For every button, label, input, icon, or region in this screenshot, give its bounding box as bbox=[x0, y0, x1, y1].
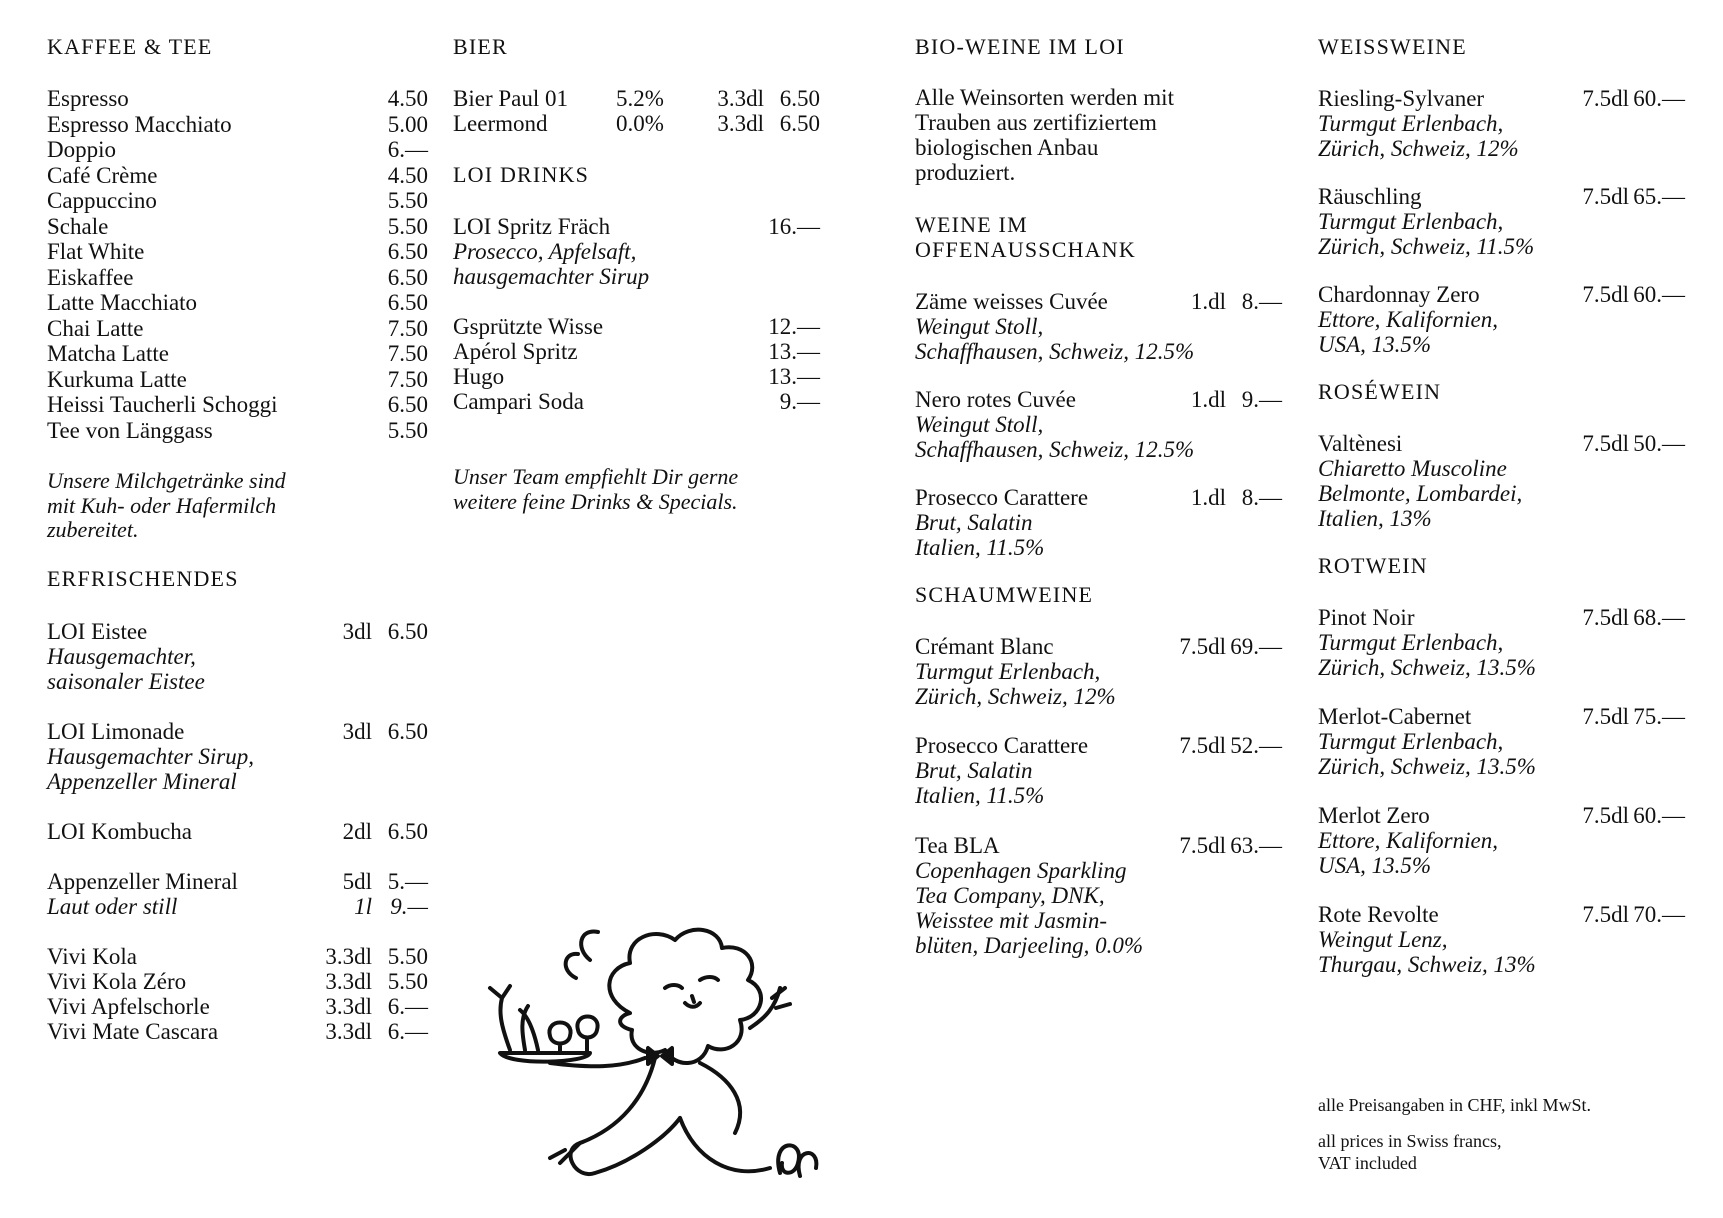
item-abv: 0.0% bbox=[616, 111, 664, 136]
item-size: 3.3dl bbox=[717, 86, 764, 111]
item-name: Weingut Stoll, bbox=[915, 412, 1044, 437]
footer-price-note bbox=[1318, 1094, 1591, 1116]
item-price: 6.50 bbox=[387, 264, 428, 290]
item-name: Kurkuma Latte bbox=[47, 366, 187, 392]
item-name: Cappuccino bbox=[47, 188, 157, 213]
item-price: 70.— bbox=[1633, 902, 1685, 927]
item-name: hausgemachter Sirup bbox=[453, 264, 650, 289]
wine-item bbox=[915, 387, 1282, 412]
wine-item bbox=[915, 758, 1282, 783]
menu-item bbox=[47, 112, 428, 137]
wine-item bbox=[1318, 605, 1685, 630]
menu-item bbox=[47, 290, 428, 315]
item-price: 6.50 bbox=[387, 819, 428, 844]
item-name: Leermond bbox=[453, 111, 548, 136]
item-price: 12.— bbox=[768, 314, 820, 339]
menu-item bbox=[47, 214, 428, 239]
wine-item bbox=[1318, 952, 1685, 977]
item-size: 3.3dl bbox=[325, 994, 372, 1019]
wine-item bbox=[1318, 902, 1685, 927]
item-name: Appenzeller Mineral bbox=[47, 869, 238, 894]
wine-item bbox=[915, 659, 1282, 684]
item-price: 5.50 bbox=[387, 213, 428, 239]
item-name: Bier Paul 01 bbox=[453, 86, 568, 111]
item-price: 52.— bbox=[1230, 733, 1282, 758]
item-price: 5.50 bbox=[387, 944, 428, 969]
item-name: Zürich, Schweiz, 12% bbox=[1318, 136, 1519, 161]
item-name: Laut oder still bbox=[47, 894, 178, 919]
item-name: blüten, Darjeeling, 0.0% bbox=[915, 933, 1144, 958]
section-title-offen-line2: OFFENAUSSCHANK bbox=[915, 237, 1136, 262]
item-size: 7.5dl bbox=[1582, 86, 1629, 111]
menu-item bbox=[47, 163, 428, 188]
item-name: Campari Soda bbox=[453, 389, 584, 414]
item-price: 16.— bbox=[768, 214, 820, 239]
item-name: Copenhagen Sparkling bbox=[915, 858, 1127, 883]
menu-item bbox=[453, 389, 820, 414]
item-price: 6.— bbox=[387, 994, 428, 1019]
wine-item bbox=[915, 289, 1282, 314]
item-price: 63.— bbox=[1230, 833, 1282, 858]
item-name: LOI Spritz Fräch bbox=[453, 214, 611, 239]
item-name: Zürich, Schweiz, 12% bbox=[915, 684, 1116, 709]
item-price: 6.50 bbox=[387, 239, 428, 264]
section-title-rotwein: ROTWEIN bbox=[1318, 553, 1428, 578]
item-name: Doppio bbox=[47, 137, 116, 162]
menu-item bbox=[47, 265, 428, 290]
wine-item bbox=[1318, 136, 1685, 161]
item-size: 7.5dl bbox=[1582, 704, 1629, 729]
item-name: Hausgemachter Sirup, bbox=[47, 744, 254, 769]
item-name: Thurgau, Schweiz, 13% bbox=[1318, 952, 1536, 977]
item-name: Gsprützte Wisse bbox=[453, 314, 604, 339]
item-name: Weisstee mit Jasmin- bbox=[915, 908, 1108, 933]
menu-item bbox=[47, 188, 428, 213]
item-name: Weingut Stoll, bbox=[915, 314, 1044, 339]
menu-item bbox=[47, 869, 428, 894]
item-price: 5.50 bbox=[387, 969, 428, 994]
item-price: 13.— bbox=[768, 364, 820, 389]
wine-item bbox=[915, 733, 1282, 758]
wine-item bbox=[1318, 431, 1685, 456]
section-title-bio-weine: BIO-WEINE IM LOI bbox=[915, 34, 1125, 59]
item-price: 50.— bbox=[1633, 431, 1685, 456]
item-name: Chai Latte bbox=[47, 315, 144, 341]
wine-item bbox=[915, 933, 1282, 958]
menu-item bbox=[47, 1019, 428, 1044]
wine-item bbox=[915, 510, 1282, 535]
item-name: Turmgut Erlenbach, bbox=[1318, 111, 1504, 136]
item-name: Turmgut Erlenbach, bbox=[1318, 630, 1504, 655]
footer-line-en: all prices in Swiss francs, bbox=[1318, 1131, 1502, 1151]
item-price: 5.— bbox=[387, 869, 428, 894]
item-size: 7.5dl bbox=[1582, 902, 1629, 927]
item-name: Italien, 11.5% bbox=[915, 535, 1045, 560]
wine-item bbox=[1318, 927, 1685, 952]
menu-item bbox=[47, 894, 428, 919]
item-size: 7.5dl bbox=[1582, 184, 1629, 209]
item-name: LOI Limonade bbox=[47, 719, 185, 744]
section-title-loi-drinks: LOI DRINKS bbox=[453, 162, 590, 187]
item-name: Eiskaffee bbox=[47, 264, 134, 290]
menu-item bbox=[47, 644, 428, 669]
item-name: saisonaler Eistee bbox=[47, 669, 205, 694]
item-name: Pinot Noir bbox=[1318, 605, 1415, 630]
wine-item bbox=[915, 412, 1282, 437]
item-name: Schale bbox=[47, 213, 109, 239]
item-size: 1.dl bbox=[1190, 387, 1226, 412]
wine-item bbox=[1318, 209, 1685, 234]
menu-item bbox=[47, 392, 428, 417]
item-size: 1l bbox=[354, 894, 372, 919]
item-size: 7.5dl bbox=[1582, 282, 1629, 307]
section-title-kaffee-tee: KAFFEE & TEE bbox=[47, 34, 213, 59]
item-name: Ettore, Kalifornien, bbox=[1318, 828, 1498, 853]
item-price: 60.— bbox=[1633, 803, 1685, 828]
item-name: LOI Eistee bbox=[47, 619, 148, 644]
wine-item bbox=[915, 833, 1282, 858]
item-price: 65.— bbox=[1633, 184, 1685, 209]
item-name: Espresso bbox=[47, 86, 129, 111]
item-price: 6.50 bbox=[387, 719, 428, 744]
item-price: 9.— bbox=[779, 389, 820, 414]
item-name: Italien, 13% bbox=[1318, 506, 1432, 531]
item-name: Latte Macchiato bbox=[47, 290, 198, 315]
wine-item bbox=[1318, 630, 1685, 655]
wine-item bbox=[1318, 481, 1685, 506]
item-size: 7.5dl bbox=[1582, 605, 1629, 630]
wine-item bbox=[915, 437, 1282, 462]
wine-item bbox=[915, 858, 1282, 883]
item-price: 9.— bbox=[390, 894, 428, 919]
waiter-lion-mascot-icon bbox=[480, 918, 820, 1198]
section-title-erfrischendes: ERFRISCHENDES bbox=[47, 566, 239, 591]
item-name: Vivi Mate Cascara bbox=[47, 1019, 219, 1044]
item-name: Brut, Salatin bbox=[915, 758, 1033, 783]
item-name: Rote Revolte bbox=[1318, 902, 1439, 927]
wine-item bbox=[915, 783, 1282, 808]
item-name: Zürich, Schweiz, 13.5% bbox=[1318, 655, 1536, 680]
wine-item bbox=[1318, 332, 1685, 357]
footer-line-de: alle Preisangaben in CHF, inkl MwSt. bbox=[1318, 1095, 1592, 1115]
item-price: 5.50 bbox=[387, 417, 428, 443]
item-size: 7.5dl bbox=[1179, 733, 1226, 758]
item-price: 60.— bbox=[1633, 282, 1685, 307]
milk-note-line: Unsere Milchgetränke sind bbox=[47, 468, 286, 493]
footer-price-note-en bbox=[1318, 1130, 1501, 1174]
item-name: Café Crème bbox=[47, 162, 158, 188]
menu-item bbox=[453, 314, 820, 339]
wine-item bbox=[1318, 506, 1685, 531]
item-name: Brut, Salatin bbox=[915, 510, 1033, 535]
item-name: Hugo bbox=[453, 364, 505, 389]
item-name: Vivi Kola Zéro bbox=[47, 969, 187, 994]
item-name: Turmgut Erlenbach, bbox=[915, 659, 1101, 684]
item-size: 3dl bbox=[342, 719, 372, 744]
item-name: Riesling-Sylvaner bbox=[1318, 86, 1485, 111]
item-name: Italien, 11.5% bbox=[915, 783, 1045, 808]
bio-text bbox=[915, 85, 1174, 185]
item-name: Heissi Taucherli Schoggi bbox=[47, 392, 278, 417]
menu-item bbox=[47, 619, 428, 644]
item-price: 4.50 bbox=[387, 86, 428, 111]
item-price: 4.50 bbox=[387, 162, 428, 188]
wine-item bbox=[1318, 184, 1685, 209]
menu-item bbox=[47, 669, 428, 694]
bio-text-line: produziert. bbox=[915, 160, 1016, 185]
menu-item bbox=[47, 239, 428, 264]
item-size: 7.5dl bbox=[1582, 431, 1629, 456]
menu-item bbox=[47, 367, 428, 392]
team-note-line: Unser Team empfiehlt Dir gerne bbox=[453, 464, 739, 489]
item-price: 75.— bbox=[1633, 704, 1685, 729]
item-name: Chiaretto Muscoline bbox=[1318, 456, 1507, 481]
item-name: Schaffhausen, Schweiz, 12.5% bbox=[915, 437, 1195, 462]
item-size: 3.3dl bbox=[717, 111, 764, 136]
menu-item bbox=[47, 316, 428, 341]
menu-item bbox=[453, 339, 820, 364]
wine-item bbox=[1318, 86, 1685, 111]
item-name: Espresso Macchiato bbox=[47, 111, 232, 137]
item-size: 1.dl bbox=[1190, 485, 1226, 510]
section-title-weissweine: WEISSWEINE bbox=[1318, 34, 1467, 59]
item-price: 5.50 bbox=[387, 188, 428, 213]
menu-item bbox=[453, 364, 820, 389]
menu-item bbox=[453, 264, 820, 289]
item-name: Zäme weisses Cuvée bbox=[915, 289, 1108, 314]
item-price: 6.50 bbox=[779, 86, 820, 111]
item-name: Turmgut Erlenbach, bbox=[1318, 729, 1504, 754]
wine-item bbox=[1318, 111, 1685, 136]
item-name: Schaffhausen, Schweiz, 12.5% bbox=[915, 339, 1195, 364]
item-name: Vivi Kola bbox=[47, 944, 137, 969]
item-size: 1.dl bbox=[1190, 289, 1226, 314]
item-size: 7.5dl bbox=[1179, 634, 1226, 659]
item-name: Prosecco Carattere bbox=[915, 485, 1089, 510]
team-note-line: weitere feine Drinks & Specials. bbox=[453, 488, 738, 514]
bio-text-line: Trauben aus zertifiziertem bbox=[915, 110, 1157, 135]
wine-item bbox=[915, 485, 1282, 510]
wine-item bbox=[1318, 853, 1685, 878]
wine-item bbox=[915, 908, 1282, 933]
item-price: 6.— bbox=[387, 137, 428, 162]
team-note bbox=[453, 465, 738, 514]
section-title-schaumweine: SCHAUMWEINE bbox=[915, 582, 1094, 607]
item-price: 6.50 bbox=[779, 111, 820, 136]
menu-item bbox=[47, 719, 428, 744]
milk-note-line: mit Kuh- oder Hafermilch bbox=[47, 492, 277, 518]
bio-text-line: biologischen Anbau bbox=[915, 135, 1099, 160]
item-price: 6.50 bbox=[387, 392, 428, 417]
item-price: 68.— bbox=[1633, 605, 1685, 630]
menu-item bbox=[47, 944, 428, 969]
menu-item bbox=[453, 86, 820, 111]
wine-item bbox=[1318, 754, 1685, 779]
item-name: Zürich, Schweiz, 11.5% bbox=[1318, 234, 1535, 259]
item-price: 6.50 bbox=[387, 619, 428, 644]
milk-note-line: zubereitet. bbox=[47, 517, 139, 542]
wine-item bbox=[915, 883, 1282, 908]
wine-item bbox=[915, 339, 1282, 364]
footer-line-en: VAT included bbox=[1318, 1153, 1417, 1173]
item-price: 9.— bbox=[1241, 387, 1282, 412]
item-name: Prosecco Carattere bbox=[915, 733, 1089, 758]
item-name: Turmgut Erlenbach, bbox=[1318, 209, 1504, 234]
item-abv: 5.2% bbox=[616, 86, 664, 111]
wine-item bbox=[1318, 282, 1685, 307]
item-size: 7.5dl bbox=[1582, 803, 1629, 828]
menu-item bbox=[47, 769, 428, 794]
item-size: 3dl bbox=[342, 619, 372, 644]
menu-item bbox=[47, 418, 428, 443]
bio-text-line: Alle Weinsorten werden mit bbox=[915, 85, 1174, 110]
item-name: Tee von Länggass bbox=[47, 417, 213, 443]
wine-item bbox=[915, 684, 1282, 709]
wine-item bbox=[1318, 234, 1685, 259]
menu-item bbox=[453, 214, 820, 239]
item-name: Hausgemachter, bbox=[47, 644, 196, 669]
menu-item bbox=[47, 341, 428, 366]
wine-item bbox=[915, 535, 1282, 560]
item-name: Vivi Apfelschorle bbox=[47, 994, 210, 1019]
item-size: 7.5dl bbox=[1179, 833, 1226, 858]
menu-item bbox=[47, 994, 428, 1019]
item-name: Nero rotes Cuvée bbox=[915, 387, 1076, 412]
item-price: 8.— bbox=[1241, 289, 1282, 314]
wine-item bbox=[1318, 828, 1685, 853]
item-name: Tea BLA bbox=[915, 833, 1000, 858]
item-price: 8.— bbox=[1241, 485, 1282, 510]
item-name: Weingut Lenz, bbox=[1318, 927, 1448, 952]
wine-item bbox=[915, 314, 1282, 339]
item-size: 3.3dl bbox=[325, 1019, 372, 1044]
item-price: 13.— bbox=[768, 339, 820, 364]
item-price: 60.— bbox=[1633, 86, 1685, 111]
section-title-offen-line1: WEINE IM bbox=[915, 212, 1028, 237]
item-name: Matcha Latte bbox=[47, 341, 169, 366]
milk-note bbox=[47, 469, 286, 543]
wine-item bbox=[1318, 803, 1685, 828]
item-name: Appenzeller Mineral bbox=[47, 769, 237, 794]
item-name: USA, 13.5% bbox=[1318, 853, 1432, 878]
item-price: 5.00 bbox=[387, 111, 428, 137]
item-price: 7.50 bbox=[387, 341, 428, 366]
item-name: Chardonnay Zero bbox=[1318, 282, 1480, 307]
item-size: 5dl bbox=[342, 869, 372, 894]
section-title-rosewein: ROSÉWEIN bbox=[1318, 379, 1442, 404]
wine-item bbox=[1318, 307, 1685, 332]
item-name: Crémant Blanc bbox=[915, 634, 1054, 659]
menu-item bbox=[453, 111, 820, 136]
item-name: Belmonte, Lombardei, bbox=[1318, 481, 1523, 506]
item-name: Merlot-Cabernet bbox=[1318, 704, 1472, 729]
item-name: Flat White bbox=[47, 239, 145, 264]
menu-item bbox=[453, 239, 820, 264]
wine-item bbox=[915, 634, 1282, 659]
menu-item bbox=[47, 86, 428, 111]
item-name: USA, 13.5% bbox=[1318, 332, 1432, 357]
wine-item bbox=[1318, 456, 1685, 481]
menu-item bbox=[47, 969, 428, 994]
item-name: Ettore, Kalifornien, bbox=[1318, 307, 1498, 332]
item-name: LOI Kombucha bbox=[47, 819, 192, 844]
item-name: Räuschling bbox=[1318, 184, 1422, 209]
menu-item bbox=[47, 744, 428, 769]
item-name: Tea Company, DNK, bbox=[915, 883, 1105, 908]
item-name: Apérol Spritz bbox=[453, 339, 578, 364]
item-name: Valtènesi bbox=[1318, 431, 1403, 456]
item-name: Zürich, Schweiz, 13.5% bbox=[1318, 754, 1536, 779]
wine-item bbox=[1318, 704, 1685, 729]
item-size: 2dl bbox=[342, 819, 372, 844]
item-price: 6.— bbox=[387, 1019, 428, 1044]
item-name: Prosecco, Apfelsaft, bbox=[453, 239, 637, 264]
item-size: 3.3dl bbox=[325, 969, 372, 994]
item-size: 3.3dl bbox=[325, 944, 372, 969]
menu-item bbox=[47, 819, 428, 844]
section-title-bier: BIER bbox=[453, 34, 508, 59]
wine-item bbox=[1318, 655, 1685, 680]
item-price: 6.50 bbox=[387, 290, 428, 315]
item-price: 7.50 bbox=[387, 315, 428, 341]
wine-item bbox=[1318, 729, 1685, 754]
item-price: 69.— bbox=[1230, 634, 1282, 659]
menu-item bbox=[47, 137, 428, 162]
item-name: Merlot Zero bbox=[1318, 803, 1430, 828]
item-price: 7.50 bbox=[387, 366, 428, 392]
